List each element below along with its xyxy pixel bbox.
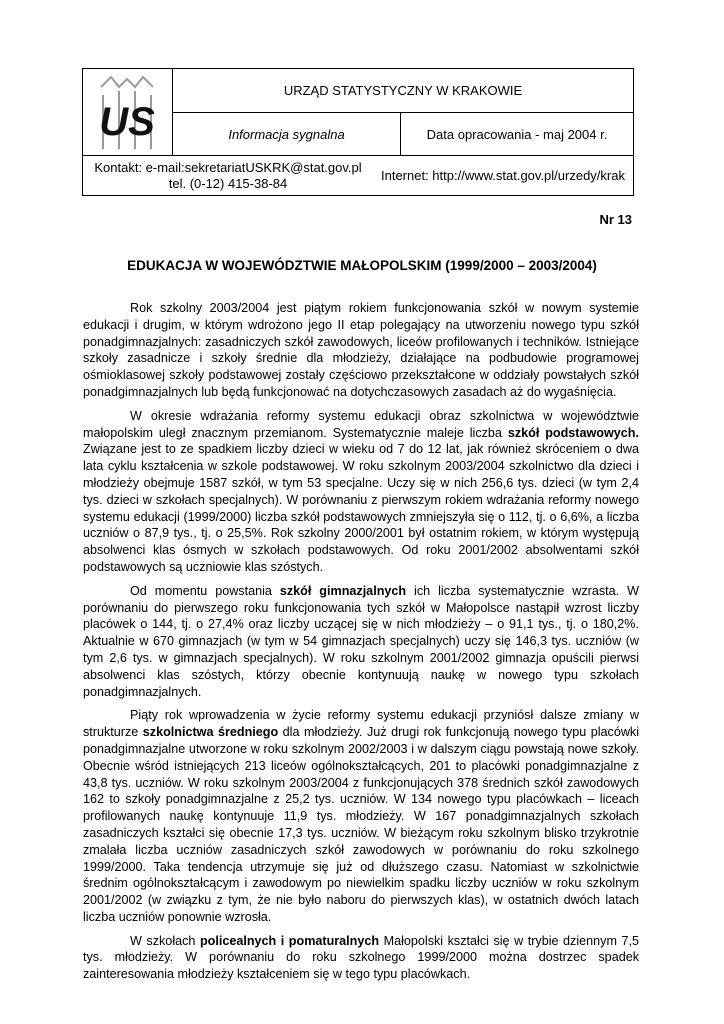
text-run: Od momentu powstania bbox=[130, 583, 280, 598]
paragraph-3 bbox=[83, 583, 639, 701]
text-run: ich liczba systematycznie wzrasta. W porównaniu do pierwszego roku funkcjonowania tych szkół w Małopolsce nastąpił wzrost liczby placówek o 144, tj. o 27,4% oraz liczby uczącej się w nich młodzieży – o 91,1 tys., tj. o 180,2%. Aktualnie w 670 gimnazjach (w tym w 54 gimnazjach specjalnych) uczy się 146,3 tys. uczniów (w tym 2,6 tys. w gimnazjach specjalnych). W roku szkolnym 2001/2002 gimnazja opuścili pierwsi absolwenci klas szóstych, którzy obecnie kontynuują naukę w nowego typu szkołach ponadgimnazjalnych. bbox=[83, 583, 639, 699]
logo-cell bbox=[83, 69, 173, 155]
paragraph-1: Rok szkolny 2003/2004 jest piątym rokiem funkcjonowania szkół w nowym systemie edukacji i drugim, w którym wdrożono jego II etap polegający na utworzeniu nowego typu szkół ponadgimnazjalnych: zasadniczych szkół zawodowych, liceów profilowanych i techników. Istniejące szkoły zasadnicze i szkoły średnie dla młodzieży, działające na podbudowie programowej ośmioklasowej szkoły podstawowej zostały częściowo przekształcone w oddziały powstałych szkół ponadgimnazjalnych lub będą funkcjonować na dotychczasowych zasadach aż do wygaśnięcia. bbox=[83, 301, 639, 399]
bold-term: szkół podstawowych. bbox=[507, 425, 639, 440]
institution-name: URZĄD STATYSTYCZNY W KRAKOWIE bbox=[173, 69, 633, 113]
text-run: W szkołach bbox=[130, 933, 200, 948]
document-title: EDUKACJA W WOJEWÓDZTWIE MAŁOPOLSKIM (1999/2000 – 2003/2004) bbox=[127, 258, 597, 273]
contact-email: Kontakt: e-mail:sekretariatUSKRK@stat.gov.pl bbox=[94, 160, 362, 175]
text-run: dla młodzieży. Już drugi rok funkcjonują nowego typu placówki ponadgimnazjalne utworzone w roku szkolnym 2002/2003 i w dalszym ciągu powstają nowe szkoły. Obecnie wśród istniejących 213 liceów ogólnokształcących, 201 to placówki ponadgimnazjalne z 43,8 tys. uczniów. W roku szkolnym 2003/2004 z funkcjonujących 378 średnich szkół zawodowych 162 to szkoły ponadgimnazjalne z 25,2 tys. uczniów. W 134 nowego typu placówkach – liceach profilowanych naukę kontynuuje 11,9 tys. młodzieży. W 167 ponadgimnazjalnych szkołach zasadniczych kształci się obecnie 17,3 tys. uczniów. W bieżącym roku szkolnym blisko trzykrotnie zmalała liczba uczniów zasadniczych szkół zawodowych w porównaniu do roku szkolnego 1999/2000. Taka tendencja utrzymuje się już od dłuższego czasu. Natomiast w szkolnictwie średnim ogólnokształcącym i zawodowym po niewielkim spadku liczby uczniów w roku szkolnym 2001/2002 (w związku z tym, że nie było naboru do pierwszych klas), w ostatnich dwóch latach liczba uczniów ponownie wzrosła. bbox=[83, 725, 640, 924]
bold-term: policealnych i pomaturalnych bbox=[199, 933, 380, 948]
paragraph-2 bbox=[83, 408, 639, 576]
bold-term: szkolnictwa średniego bbox=[142, 725, 279, 740]
header-table bbox=[82, 68, 634, 196]
text-run: Piąty rok wprowadzenia w życie reformy systemu edukacji przyniósł dalsze zmiany w strukturze bbox=[83, 708, 639, 740]
preparation-date: Data opracowania - maj 2004 r. bbox=[426, 126, 608, 142]
contact-phone: tel. (0-12) 415-38-84 bbox=[168, 176, 288, 191]
text-run: W okresie wdrażania reformy systemu edukacji obraz szkolnictwa w województwie małopolskim uległ znacznym przemianom. Systematycznie maleje liczba bbox=[83, 408, 639, 440]
contact-block bbox=[83, 160, 373, 192]
issue-number: Nr 13 bbox=[599, 212, 632, 227]
bold-term: szkół gimnazjalnych bbox=[279, 583, 407, 598]
document-type: Informacja sygnalna bbox=[173, 113, 401, 155]
logo-text: US bbox=[99, 100, 155, 144]
text-run: Związane jest to ze spadkiem liczby dzieci w wieku od 7 do 12 lat, jak również skróceniem o dwa lata cyklu kształcenia w szkole podstawowej. W roku szkolnym 2003/2004 szkolnictwo dla dzieci i młodzieży obejmuje 1587 szkół, w tym 53 specjalne. Uczy się w nich 256,6 tys. dzieci (w tym 2,4 tys. dzieci w szkołach specjalnych). W porównaniu z pierwszym rokiem wdrażania reformy nowego systemu edukacji (1999/2000) liczba szkół podstawowych zmniejszyła się o 112, tj. o 6,6%, a liczba uczniów o 87,9 tys., tj. o 25,5%. Rok szkolny 2000/2001 był ostatnim rokiem, w którym występują absolwenci klas ósmych w szkołach podstawowych. Od roku 2001/2002 absolwentami szkół podstawowych są uczniowie klas szóstych. bbox=[83, 442, 639, 574]
paragraph-5 bbox=[83, 933, 639, 983]
internet-address: Internet: http://www.stat.gov.pl/urzedy/krak bbox=[381, 168, 625, 183]
us-logo bbox=[83, 69, 171, 153]
text-run: Małopolski kształci się w trybie dziennym 7,5 tys. młodzieży. W porównaniu do roku szkolnego 1999/2000 można dostrzec spadek zainteresowania młodzieży kształceniem się w tego typu placówkach. bbox=[83, 933, 639, 982]
contact-row bbox=[83, 155, 633, 195]
body-text bbox=[83, 300, 639, 990]
paragraph-4 bbox=[83, 707, 639, 925]
